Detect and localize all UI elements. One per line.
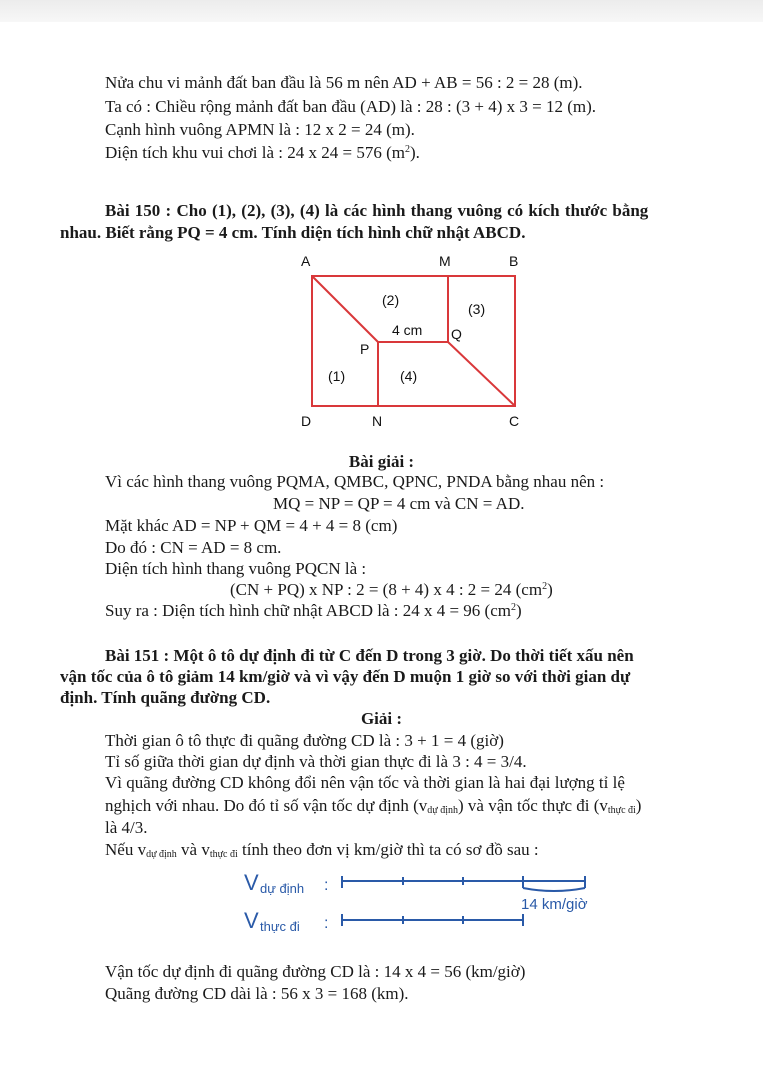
- subscript: thực đi: [607, 805, 636, 816]
- label-q: Q: [451, 326, 462, 342]
- problem-statement: Bài 150 : Cho (1), (2), (3), (4) là các hình thang vuông có kích thước bằng: [105, 201, 649, 220]
- label-a: A: [301, 253, 311, 269]
- colon: :: [324, 877, 329, 894]
- difference-label: 14 km/giờ: [521, 896, 588, 913]
- text-line: [105, 601, 522, 621]
- text-line: [230, 580, 553, 600]
- text-segment: Suy ra : Diện tích hình chữ nhật ABCD là : 24 x 4 = 96 (cm: [105, 601, 511, 620]
- text-line: Ta có : Chiều rộng mảnh đất ban đầu (AD) là : 28 : (3 + 4) x 3 = 12 (m).: [105, 97, 597, 116]
- v-planned-label: V: [244, 870, 259, 895]
- subscript: dự định: [146, 849, 177, 860]
- text-segment: Nếu v: [105, 840, 147, 859]
- text-line: [105, 840, 539, 860]
- text-line: Vận tốc dự định đi quãng đường CD là : 14 x 4 = 56 (km/giờ): [105, 962, 526, 981]
- v-actual-subscript: thực đi: [260, 919, 300, 934]
- text-segment: ) và vận tốc thực đi (v: [457, 796, 608, 815]
- text-line: là 4/3.: [105, 818, 148, 837]
- label-m: M: [439, 253, 451, 269]
- text-segment: (CN + PQ) x NP : 2 = (8 + 4) x 4 : 2 = 24 (cm: [230, 580, 543, 599]
- text-line: [105, 143, 420, 163]
- subscript: dự định: [427, 805, 458, 816]
- top-bar: [0, 0, 763, 22]
- superscript: 2: [542, 581, 548, 592]
- colon: :: [324, 915, 329, 932]
- rectangle-figure: [296, 250, 526, 430]
- label-p: P: [360, 341, 370, 357]
- subscript: thực đi: [209, 849, 238, 860]
- problem-statement: định. Tính quãng đường CD.: [60, 688, 271, 707]
- text-segment: ): [635, 796, 642, 815]
- text-segment: ): [547, 580, 553, 599]
- problem-statement: vận tốc của ô tô giảm 14 km/giờ và vì vậy đến D muộn 1 giờ so với thời gian dự: [60, 667, 631, 686]
- label-region-2: (2): [382, 292, 400, 308]
- solution-title: Giải :: [360, 709, 403, 728]
- text-line: Tỉ số giữa thời gian dự định và thời gian thực đi là 3 : 4 = 3/4.: [105, 752, 527, 771]
- label-pq-length: 4 cm: [392, 322, 423, 338]
- text-line: Nửa chu vi mảnh đất ban đầu là 56 m nên AD + AB = 56 : 2 = 28 (m).: [105, 73, 583, 92]
- text-segment: Diện tích khu vui chơi là : 24 x 24 = 576 (m: [105, 143, 405, 162]
- text-line: Thời gian ô tô thực đi quãng đường CD là : 3 + 1 = 4 (giờ): [105, 731, 504, 750]
- problem-statement: nhau. Biết rằng PQ = 4 cm. Tính diện tích hình chữ nhật ABCD.: [60, 223, 526, 242]
- text-segment: ): [515, 601, 522, 620]
- label-d: D: [301, 413, 312, 429]
- text-line: Diện tích hình thang vuông PQCN là :: [105, 559, 367, 578]
- label-n: N: [372, 413, 383, 429]
- problem-statement: Bài 151 : Một ô tô dự định đi từ C đến D trong 3 giờ. Do thời tiết xấu nên: [105, 646, 634, 665]
- text-line: Quãng đường CD dài là : 56 x 3 = 168 (km).: [105, 984, 409, 1003]
- v-planned-subscript: dự định: [260, 881, 305, 896]
- label-c: C: [509, 413, 520, 429]
- text-line: Mặt khác AD = NP + QM = 4 + 4 = 8 (cm): [105, 516, 398, 535]
- label-region-3: (3): [468, 301, 486, 317]
- text-line: Vì các hình thang vuông PQMA, QMBC, QPNC, PNDA bằng nhau nên :: [105, 472, 605, 491]
- superscript: 2: [510, 602, 516, 613]
- segment-actual: [342, 914, 523, 926]
- solution-title: Bài giải :: [348, 452, 415, 471]
- segment-planned: [342, 876, 585, 891]
- v-actual-label: V: [244, 908, 259, 933]
- superscript: 2: [404, 144, 410, 155]
- segment-qc: [448, 342, 515, 406]
- text-segment: nghịch với nhau. Do đó tỉ số vận tốc dự định (v: [105, 796, 428, 815]
- text-line: [105, 796, 641, 816]
- label-region-4: (4): [400, 368, 418, 384]
- text-segment: và v: [176, 840, 210, 859]
- label-b: B: [509, 253, 519, 269]
- text-line: MQ = NP = QP = 4 cm và CN = AD.: [273, 494, 525, 513]
- speed-segment-diagram: [240, 868, 600, 938]
- text-segment: ).: [409, 143, 420, 162]
- text-segment: tính theo đơn vị km/giờ thì ta có sơ đồ sau :: [237, 840, 539, 859]
- text-line: Cạnh hình vuông APMN là : 12 x 2 = 24 (m).: [105, 120, 415, 139]
- label-region-1: (1): [328, 368, 346, 384]
- segment-ap: [312, 276, 378, 342]
- text-line: Do đó : CN = AD = 8 cm.: [105, 538, 282, 557]
- text-line: Vì quãng đường CD không đổi nên vận tốc và thời gian là hai đại lượng tỉ lệ: [105, 773, 625, 792]
